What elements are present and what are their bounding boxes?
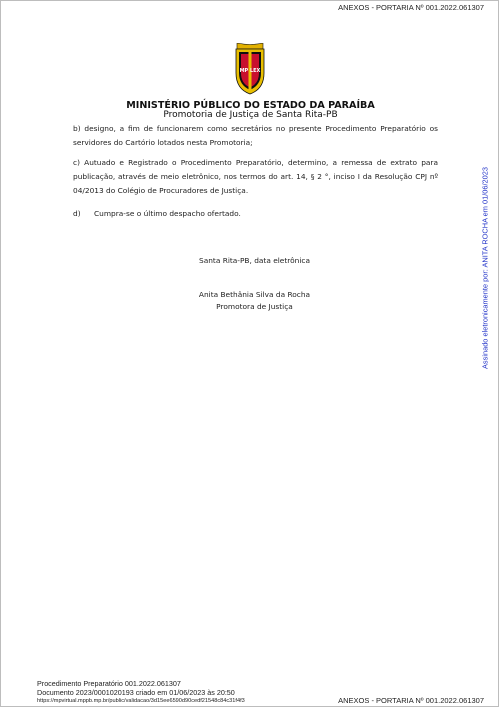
paragraph-d (73, 207, 438, 221)
signatory-name: Anita Bethânia Silva da Rocha (198, 290, 311, 299)
header-doc-ref: ANEXOS - PORTARIA Nº 001.2022.061307 (338, 3, 484, 12)
signatory-role: Promotora de Justiça (216, 302, 293, 311)
crest-lettering: MP LEX (239, 68, 261, 74)
paragraph-d-text: Cumpra-se o último despacho ofertado. (94, 209, 241, 218)
footer-block (37, 680, 245, 706)
institution-unit: Promotoria de Justiça de Santa Rita-PB (163, 110, 338, 120)
paragraph-c: c) Autuado e Registrado o Procedimento Preparatório, determino, a remessa de extrato para publicação, através de meio eletrônico, nos termos do art. 14, § 2 °, inciso I da Resolução CPJ nº 04/2013 do Colégio de Procuradores de Justiça. (73, 158, 438, 195)
electronic-signature-text: Assinado eletronicamente por: ANITA ROCHA em 01/06/2023 (480, 167, 490, 369)
institution-title: MINISTÉRIO PÚBLICO DO ESTADO DA PARAÍBA (126, 100, 375, 111)
coat-of-arms-logo (233, 43, 267, 95)
footer-validation-link[interactable]: https://mpvirtual.mppb.mp.br/public/validacao/3d15ee6590d90cedf21548c84c31f4f3 (37, 698, 245, 704)
footer-procedure: Procedimento Preparatório 001.2022.061307 (37, 679, 181, 688)
place-date: Santa Rita-PB, data eletrônica (199, 256, 310, 265)
paragraph-b: b) designo, a fim de funcionarem como secretários no presente Procedimento Preparatório os servidores do Cartório lotados nesta Promotoria; (73, 124, 438, 147)
paragraph-d-label: d) (73, 209, 81, 218)
footer-doc-ref: ANEXOS - PORTARIA Nº 001.2022.061307 (338, 696, 484, 705)
footer-document: Documento 2023/0001020193 criado em 01/06/2023 às 20:50 (37, 687, 235, 697)
